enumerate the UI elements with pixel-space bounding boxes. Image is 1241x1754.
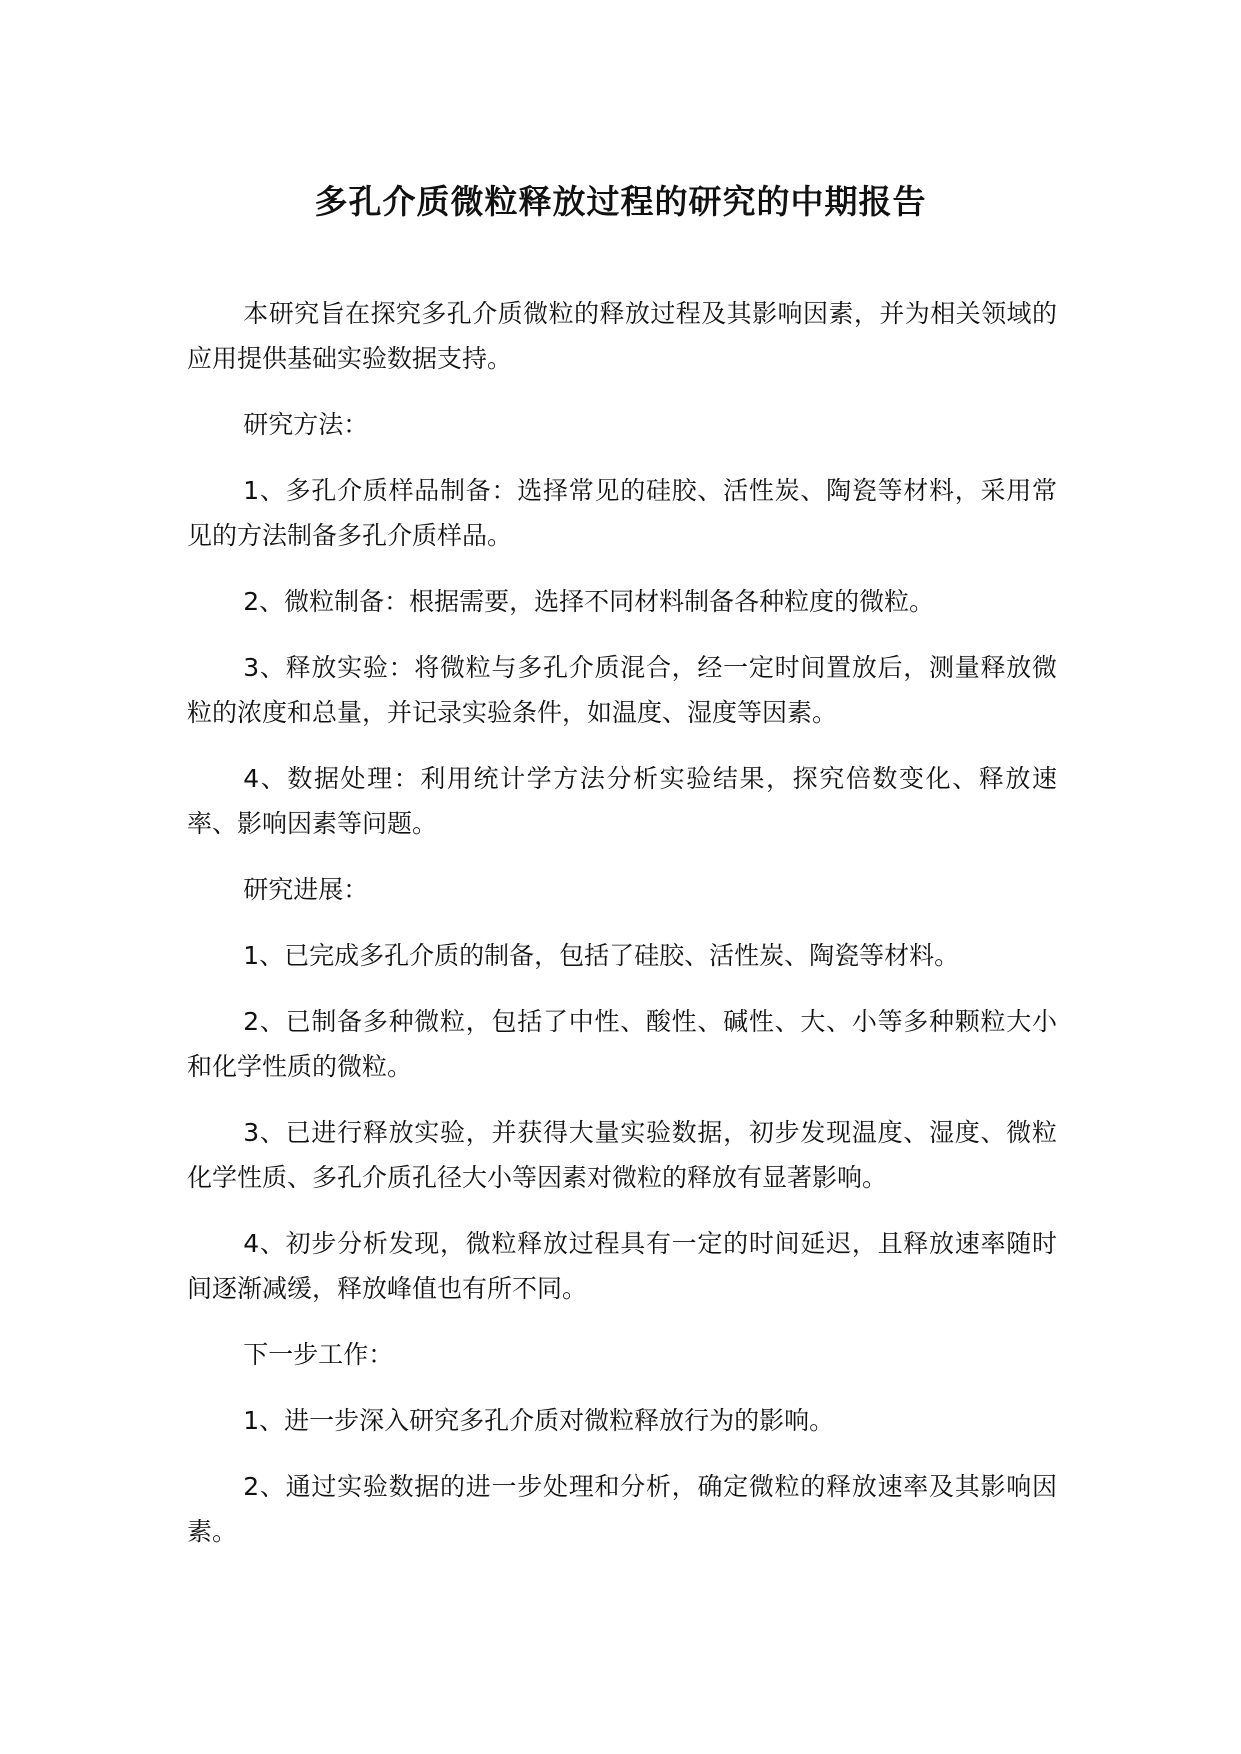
methods-item-4: 4、数据处理：利用统计学方法分析实验结果，探究倍数变化、释放速率、影响因素等问题。 — [187, 764, 1057, 838]
document-body — [187, 291, 1057, 1575]
section-heading-methods: 研究方法： — [243, 410, 369, 439]
methods-item-1: 1、多孔介质样品制备：选择常见的硅胶、活性炭、陶瓷等材料，采用常见的方法制备多孔介质样品。 — [187, 476, 1057, 550]
paragraph-intro: 本研究旨在探究多孔介质微粒的释放过程及其影响因素，并为相关领域的应用提供基础实验数据支持。 — [187, 299, 1057, 373]
progress-item-2: 2、已制备多种微粒，包括了中性、酸性、碱性、大、小等多种颗粒大小和化学性质的微粒。 — [187, 1007, 1057, 1081]
section-heading-next-steps: 下一步工作： — [243, 1340, 394, 1369]
next-steps-item-1: 1、进一步深入研究多孔介质对微粒释放行为的影响。 — [243, 1406, 835, 1435]
methods-item-2: 2、微粒制备：根据需要，选择不同材料制备各种粒度的微粒。 — [243, 587, 935, 616]
progress-item-3: 3、已进行释放实验，并获得大量实验数据，初步发现温度、湿度、微粒化学性质、多孔介质孔径大小等因素对微粒的释放有显著影响。 — [187, 1118, 1057, 1192]
section-heading-progress: 研究进展： — [243, 875, 369, 904]
methods-item-3: 3、释放实验：将微粒与多孔介质混合，经一定时间置放后，测量释放微粒的浓度和总量，并记录实验条件，如温度、湿度等因素。 — [187, 653, 1057, 727]
progress-item-4: 4、初步分析发现，微粒释放过程具有一定的时间延迟，且释放速率随时间逐渐减缓，释放峰值也有所不同。 — [187, 1229, 1057, 1303]
next-steps-item-2: 2、通过实验数据的进一步处理和分析，确定微粒的释放速率及其影响因素。 — [187, 1472, 1057, 1546]
progress-item-1: 1、已完成多孔介质的制备，包括了硅胶、活性炭、陶瓷等材料。 — [243, 941, 960, 970]
document-title: 多孔介质微粒释放过程的研究的中期报告 — [314, 182, 927, 221]
